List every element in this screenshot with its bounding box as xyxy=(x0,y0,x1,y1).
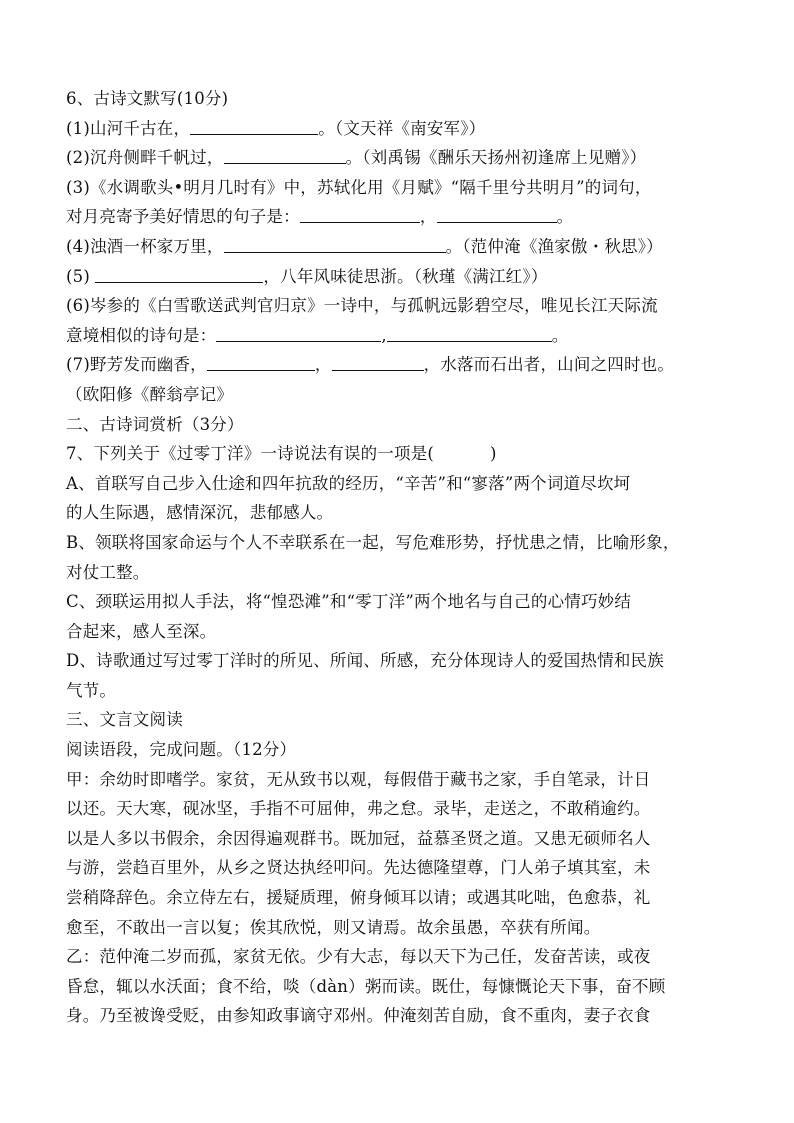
question-text: (7)野芳发而幽香， xyxy=(66,355,207,375)
answer-blank[interactable] xyxy=(216,323,381,342)
passage-line: 乙：范仲淹二岁而孤，家贫无依。少有大志，每以天下为己任，发奋苦读，或夜 xyxy=(66,947,651,967)
option-b-line-1: B、领联将国家命运与个人不幸联系在一起，写危难形势，抒忧患之情，比喻形象， xyxy=(66,532,680,552)
reading-instruction: 阅读语段，完成问题。（12分） xyxy=(66,740,297,760)
option-d-line-2: 气节。 xyxy=(66,680,117,700)
question-text: (4)浊酒一杯家万里， xyxy=(66,236,224,256)
question-text: 。 xyxy=(551,325,569,345)
question-4 xyxy=(66,232,736,262)
option-d-line-1: D、诗歌通过写过零丁洋时的所见、所闻、所感，充分体现诗人的爱国热情和民族 xyxy=(66,651,664,671)
option-a-line-2: 的人生际遇，感情深沉，悲郁感人。 xyxy=(66,503,334,523)
choice-question-stem xyxy=(66,439,736,469)
question-text: ) xyxy=(490,444,497,464)
answer-blank[interactable] xyxy=(437,204,557,223)
question-7 xyxy=(66,350,736,380)
passage-yi xyxy=(66,942,736,1031)
question-text: (5) xyxy=(66,266,96,286)
question-text: 7、下列关于《过零丁洋》一诗说法有误的一项是( xyxy=(66,444,435,464)
separator: , xyxy=(381,325,387,345)
option-c-line-2: 合起来，感人至深。 xyxy=(66,621,217,641)
question-text: (1)山河千古在， xyxy=(66,118,191,138)
answer-blank[interactable] xyxy=(224,234,446,253)
answer-blank[interactable] xyxy=(332,352,424,371)
passage-line: 与游，尝趋百里外，从乡之贤达执经叩问。先达德隆望尊，门人弟子填其室，未 xyxy=(66,858,651,878)
answer-blank[interactable] xyxy=(95,264,263,283)
option-b-line-2: 对仗工整。 xyxy=(66,562,150,582)
separator: ， xyxy=(419,207,437,227)
passage-jia xyxy=(66,765,736,943)
question-text: 。（范仲淹《渔家傲・秋思》） xyxy=(445,236,663,256)
passage-line: 以是人多以书假余，余因得遍观群书。既加冠，益慕圣贤之道。又患无硕师名人 xyxy=(66,828,651,848)
passage-line: 甲：余幼时即嗜学。家贫，无从致书以观，每假借于藏书之家，手自笔录，计日 xyxy=(66,769,651,789)
question-3-line-1: (3)《水调歌头•明月几时有》中，苏轼化用《月赋》“隔千里兮共明月”的词句， xyxy=(66,177,652,197)
section-heading-poetry-appreciation: 二、古诗词赏析（3分） xyxy=(66,414,244,434)
answer-blank[interactable] xyxy=(207,352,315,371)
question-text: 对月亮寄予美好情思的句子是： xyxy=(66,207,300,227)
question-text: ，八年风味徒思浙。（秋瑾《满江红》） xyxy=(263,266,548,286)
passage-line: 愈至，不敢出一言以复；俟其欣悦，则又请焉。故余虽愚，卒获有所闻。 xyxy=(66,917,601,937)
passage-line: 身。乃至被谗受贬，由参知政事谪守邓州。仲淹刻苦自励，食不重肉，妻子衣食 xyxy=(66,1006,651,1026)
passage-line: 尝稍降辞色。余立侍左右，援疑质理，俯身倾耳以请；或遇其叱咄，色愈恭，礼 xyxy=(66,888,651,908)
option-c-line-1: C、颈联运用拟人手法，将“惶恐滩”和“零丁洋”两个地名与自己的心情巧妙结 xyxy=(66,592,632,612)
question-6-line-1: (6)岑参的《白雪歌送武判官归京》一诗中，与孤帆远影碧空尽，唯见长江天际流 xyxy=(66,296,658,316)
question-text: 。（文天祥《南安军》） xyxy=(318,118,486,138)
question-text: ，水落而石出者，山间之四时也。 xyxy=(423,355,675,375)
passage-line: 以还。天大寒，砚冰坚，手指不可屈伸，弗之怠。录毕，走送之，不敢稍逾约。 xyxy=(66,799,651,819)
question-1 xyxy=(66,114,736,144)
question-text: 。（刘禹锡《酬乐天扬州初逢席上见赠》） xyxy=(345,148,647,168)
section-heading-poetry-recitation: 6、古诗文默写(10分) xyxy=(66,89,229,108)
separator: ， xyxy=(314,355,332,375)
answer-blank[interactable] xyxy=(224,145,346,164)
passage-line: 昏怠，辄以水沃面；食不给，啖（dàn）粥而读。既仕，每慷慨论天下事，奋不顾 xyxy=(66,976,666,996)
question-text: 意境相似的诗句是： xyxy=(66,325,217,345)
question-2 xyxy=(66,143,736,173)
answer-blank[interactable] xyxy=(387,323,552,342)
exam-page xyxy=(66,84,736,1031)
question-7-source: （欧阳修《醉翁亭记》 xyxy=(66,384,233,404)
question-text: 。 xyxy=(556,207,574,227)
option-a-line-1: A、首联写自己步入仕途和四年抗敌的经历，“辛苦”和“寥落”两个词道尽坎坷 xyxy=(66,473,631,493)
question-3-line-2 xyxy=(66,202,736,232)
question-text: (2)沉舟侧畔千帆过， xyxy=(66,148,224,168)
answer-blank[interactable] xyxy=(300,204,420,223)
question-6-line-2 xyxy=(66,321,736,351)
section-heading-classical-chinese: 三、文言文阅读 xyxy=(66,710,183,730)
question-5 xyxy=(66,262,736,292)
answer-blank[interactable] xyxy=(190,116,318,135)
